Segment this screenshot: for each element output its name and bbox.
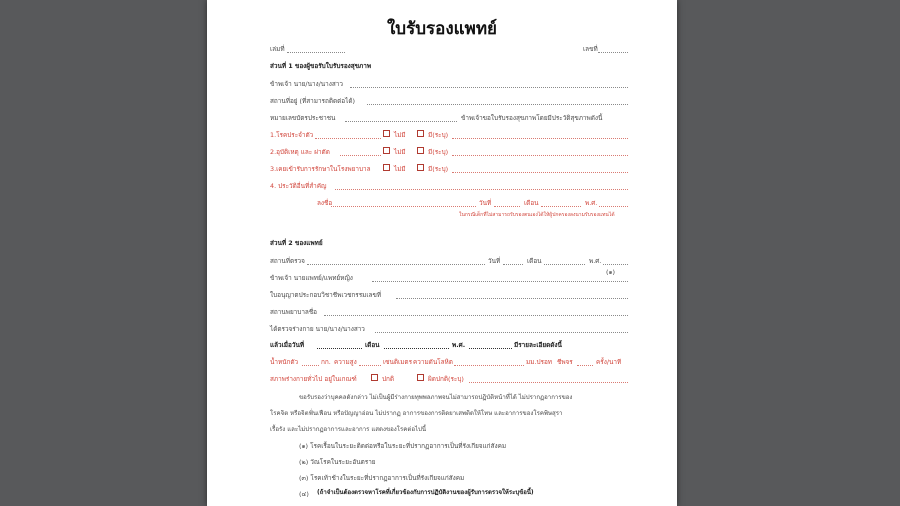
item3-no-label: ไม่มี bbox=[394, 165, 406, 173]
sign-month-line[interactable] bbox=[541, 206, 581, 207]
exam-month-line[interactable] bbox=[384, 348, 449, 349]
id-label: หมายเลขบัตรประชาชน bbox=[270, 114, 336, 122]
sign-line[interactable] bbox=[331, 206, 476, 207]
height-line[interactable] bbox=[359, 365, 381, 366]
item1-label: 1.โรคประจำตัว bbox=[270, 131, 314, 139]
place-month-label: เดือน bbox=[527, 257, 542, 265]
item3-yes-checkbox[interactable] bbox=[417, 164, 424, 171]
doctor-line[interactable] bbox=[372, 281, 628, 282]
abnormal-label: ผิดปกติ(ระบุ) bbox=[428, 375, 464, 383]
disease-item-2: (๒) วัณโรคในระยะอันตราย bbox=[299, 458, 376, 466]
license-label: ใบอนุญาตประกอบวิชาชีพเวชกรรมเลขที่ bbox=[270, 291, 382, 299]
abnormal-line[interactable] bbox=[469, 382, 628, 383]
weight-label: น้ำหนักตัว bbox=[270, 358, 299, 366]
place-month-line[interactable] bbox=[544, 264, 585, 265]
item2-yes-label: มี(ระบุ) bbox=[428, 148, 449, 156]
disease-item-1: (๑) โรคเรื้อนในระยะติดต่อหรือในระยะที่ปรากฏอาการเป็นที่รังเกียจแก่สังคม bbox=[299, 442, 507, 450]
doctor-label: ข้าพเจ้า นายแพทย์/แพทย์หญิง bbox=[270, 274, 353, 282]
disease-item-3: (๓) โรคเท้าช้างในระยะที่ปรากฏอาการเป็นที่รังเกียจแก่สังคม bbox=[299, 474, 465, 482]
item1-no-checkbox[interactable] bbox=[383, 130, 390, 137]
normal-checkbox[interactable] bbox=[371, 374, 378, 381]
id-line[interactable] bbox=[345, 121, 457, 122]
book-no-label: เล่มที่ bbox=[270, 45, 285, 53]
exam-day-line[interactable] bbox=[317, 348, 362, 349]
name-label: ข้าพเจ้า นาย/นาง/นางสาว bbox=[270, 80, 343, 88]
item2-no-checkbox[interactable] bbox=[383, 147, 390, 154]
book-no-line[interactable] bbox=[287, 52, 345, 53]
item2-label: 2.อุบัติเหตุ และ ผ่าตัด bbox=[270, 148, 330, 156]
para-line-3: เรื้อรัง และไม่ปรากฏอาการและอาการ แสดงของโรคต่อไปนี้ bbox=[270, 426, 427, 433]
general-label: สภาพร่างกายทั่วไป อยู่ในเกณฑ์ bbox=[270, 375, 357, 383]
weight-line[interactable] bbox=[302, 365, 319, 366]
sign-month-label: เดือน bbox=[524, 199, 539, 207]
guardian-note: ในกรณีเด็กที่ไม่สามารถรับรองตนเองได้ให้ผู้ปกครองลงนามรับรองแทนได้ bbox=[459, 212, 615, 218]
disease-item-4: (๔) bbox=[299, 490, 309, 498]
no-line[interactable] bbox=[598, 52, 628, 53]
item2-line bbox=[340, 155, 381, 156]
normal-label: ปกติ bbox=[382, 375, 395, 383]
item1-line bbox=[315, 138, 381, 139]
item1-yes-line[interactable] bbox=[452, 138, 628, 139]
weight-unit: กก. bbox=[321, 358, 331, 366]
item2-yes-checkbox[interactable] bbox=[417, 147, 424, 154]
bp-label: ความดันโลหิต bbox=[413, 358, 453, 366]
license-line[interactable] bbox=[396, 298, 628, 299]
disease-item-4-note: (ถ้าจำเป็นต้องตรวจหาโรคที่เกี่ยวข้องกับการปฏิบัติงานของผู้รับการตรวจให้ระบุข้อนี้) bbox=[317, 489, 534, 496]
place-year-label: พ.ศ. bbox=[589, 257, 602, 265]
item3-yes-label: มี(ระบุ) bbox=[428, 165, 449, 173]
exam-month-label: เดือน bbox=[365, 341, 380, 349]
height-label: ความสูง bbox=[334, 358, 357, 366]
address-line[interactable] bbox=[367, 104, 628, 105]
address-label: สถานที่อยู่ (ที่สามารถติดต่อได้) bbox=[270, 97, 355, 105]
sign-year-line[interactable] bbox=[599, 206, 628, 207]
place-label: สถานที่ตรวจ bbox=[270, 257, 305, 265]
para-line-2: โรคจิต หรือจิตฟั่นเฟือน หรือปัญญาอ่อน ไม่ปรากฏ อาการของการติดยาเสพติดให้โทษ และอาการของโรคพิษสุรา bbox=[270, 410, 563, 417]
doctor-mark: (๑) bbox=[606, 268, 616, 276]
examined-line[interactable] bbox=[375, 332, 628, 333]
examined-label: ได้ตรวจร่างกาย นาย/นาง/นางสาว bbox=[270, 325, 365, 333]
part1-heading: ส่วนที่ 1 ของผู้ขอรับใบรับรองสุขภาพ bbox=[270, 62, 372, 70]
abnormal-checkbox[interactable] bbox=[417, 374, 424, 381]
item2-yes-line[interactable] bbox=[452, 155, 628, 156]
item3-label: 3.เคยเข้ารับการรักษาในโรงพยาบาล bbox=[270, 165, 371, 173]
exam-date-label: แล้วเมื่อวันที่ bbox=[270, 341, 305, 349]
bp-unit: มม.ปรอท bbox=[526, 358, 552, 366]
certificate-page bbox=[207, 0, 677, 506]
place-year-line[interactable] bbox=[603, 264, 628, 265]
no-label: เลขที่ bbox=[583, 45, 598, 53]
name-line[interactable] bbox=[350, 87, 628, 88]
sign-day-line[interactable] bbox=[494, 206, 520, 207]
exam-year-line[interactable] bbox=[469, 348, 512, 349]
item1-yes-checkbox[interactable] bbox=[417, 130, 424, 137]
sign-year-label: พ.ศ. bbox=[585, 199, 598, 207]
sign-label: ลงชื่อ bbox=[317, 199, 333, 207]
clinic-label: สถานพยาบาลชื่อ bbox=[270, 308, 318, 316]
sign-day-label: วันที่ bbox=[479, 199, 492, 207]
clinic-line[interactable] bbox=[324, 315, 628, 316]
pulse-line[interactable] bbox=[577, 365, 593, 366]
pulse-unit: ครั้ง/นาที bbox=[596, 358, 622, 366]
history-line[interactable] bbox=[335, 189, 628, 190]
details-label: มีรายละเอียดดังนี้ bbox=[514, 341, 562, 349]
item1-no-label: ไม่มี bbox=[394, 131, 406, 139]
pulse-label: ชีพจร bbox=[557, 358, 573, 366]
para-line-1: ขอรับรองว่าบุคคลดังกล่าว ไม่เป็นผู้มีร่างกายทุพพลภาพจนไม่สามารถปฏิบัติหน้าที่ได้ ไม่ปรากฏอาการของ bbox=[299, 394, 573, 401]
part2-heading: ส่วนที่ 2 ของแพทย์ bbox=[270, 239, 323, 247]
place-day-line[interactable] bbox=[503, 264, 523, 265]
history-label: 4. ประวัติอื่นที่สำคัญ bbox=[270, 182, 327, 190]
height-unit: เซนติเมตร bbox=[383, 358, 413, 366]
item1-yes-label: มี(ระบุ) bbox=[428, 131, 449, 139]
place-line[interactable] bbox=[307, 264, 485, 265]
place-day-label: วันที่ bbox=[488, 257, 501, 265]
item3-yes-line[interactable] bbox=[452, 172, 628, 173]
id-suffix: ข้าพเจ้าขอใบรับรองสุขภาพโดยมีประวัติสุขภาพดังนี้ bbox=[461, 114, 603, 122]
bp-line[interactable] bbox=[454, 365, 524, 366]
exam-year-label: พ.ศ. bbox=[452, 341, 466, 349]
item3-no-checkbox[interactable] bbox=[383, 164, 390, 171]
item2-no-label: ไม่มี bbox=[394, 148, 406, 156]
document-title: ใบรับรองแพทย์ bbox=[387, 19, 497, 39]
